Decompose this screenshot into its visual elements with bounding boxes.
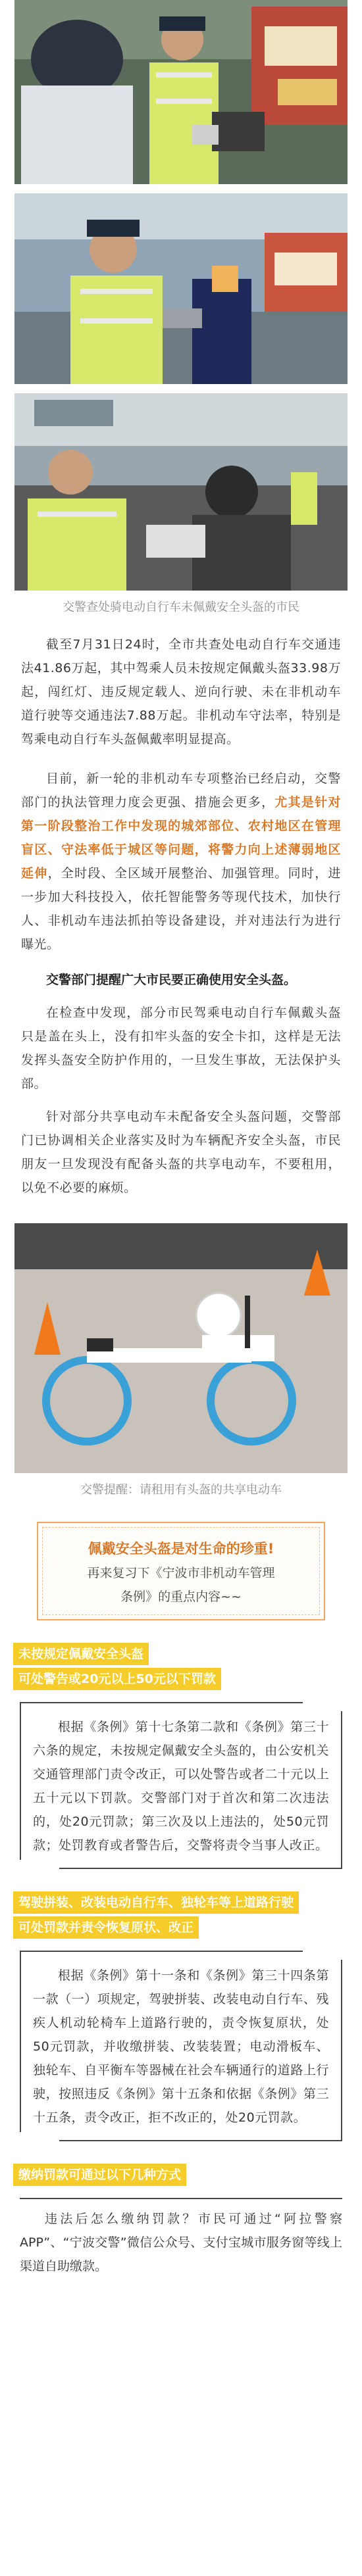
section-payment-header — [13, 2164, 349, 2186]
section-helmet-text: 根据《条例》第十七条第二款和《条例》第三十六条的规定，未按规定佩戴安全头盔的，由公安机关交通管理部门责令改正，可以处警告或者二十元以上五十元以下罚款。交警部门对于首次和第二次违法的，处20元罚款；第三次及以上违法的，处50元罚款；处罚教育或者警告后，交警将责令当事人改正。 — [33, 1720, 329, 1853]
promo-title: 佩戴安全头盔是对生命的珍重! — [88, 1541, 274, 1557]
section-helmet-header — [13, 1643, 349, 1690]
section-modified-bar1: 驾驶拼装、改装电动自行车、独轮车等上道路行驶 — [13, 1891, 299, 1914]
section-helmet-bar2: 可处警告或20元以上50元以下罚款 — [13, 1668, 221, 1690]
photo-police-check-1 — [14, 0, 348, 184]
section-payment-box — [20, 2198, 342, 2278]
highlight-rural-focus: 尤其是针对第一阶段整治工作中发现的城郊部位、农村地区在管理盲区、守法率低于城区等问题，将警力向上述薄弱地区延伸 — [21, 795, 341, 881]
section-payment-bar1: 缴纳罚款可通过以下几种方式 — [13, 2164, 186, 2186]
photo-caption-top: 交警查处骑电动自行车未佩戴安全头盔的市民 — [63, 600, 299, 614]
section-modified-bar2: 可处罚款并责令恢复原状、改正 — [13, 1916, 199, 1939]
photo-police-check-2 — [14, 193, 348, 384]
promo-subtitle-line1: 再来复习下《宁波市非机动车管理 — [87, 1566, 275, 1580]
photo-caption-bike: 交警提醒：请租用有头盔的共享电动车 — [80, 1483, 282, 1497]
promo-subtitle-line2: 条例》的重点内容~~ — [120, 1590, 242, 1604]
photo-illustration — [14, 393, 348, 591]
photo-shared-ebike — [14, 1223, 348, 1473]
section-payment-text: 违法后怎么缴纳罚款？市民可通过“阿拉警察APP”、“宁波交警”微信公众号、支付宝城市服务窗等线上渠道自助缴款。 — [20, 2212, 342, 2273]
paragraph-new-campaign-rest: ，全时段、全区域开展整治、加强管理。同时，进一步加大科技投入，依托智能警务等现代技术，加快行人、非机动车违法抓拍等设备建设，并对违法行为进行曝光。 — [21, 866, 341, 952]
section-modified-header — [13, 1891, 349, 1939]
paragraph-new-campaign-intro: 目前，新一轮的非机动车专项整治已经启动，交警部门的执法管理力度会更强、措施会更多， — [21, 771, 341, 810]
section-modified-text: 根据《条例》第十一条和《条例》第三十四条第一款（一）项规定，驾驶拼装、改装电动自行车、残疾人机动轮椅车上道路行驶的，责令恢复原状，处50元罚款，并收缴拼装、改装装置；电动滑板车、独轮车、自平衡车等器械在社会车辆通行的道路上行驶，按照违反《条例》第十五条和依据《条例》第三十五条，责令改正，拒不改正的，处20元罚款。 — [33, 1968, 329, 2125]
section-modified-box — [20, 1951, 342, 2141]
section-helmet-bar1: 未按规定佩戴安全头盔 — [13, 1643, 149, 1665]
photo-illustration — [14, 0, 348, 184]
paragraph-statistics: 截至7月31日24时，全市共查处电动自行车交通违法41.86万起，其中驾乘人员未按规定佩戴头盔33.98万起，闯红灯、违反规定载人、逆向行驶、未在非机动车道行驶等交通违法7.88万起。非机动车守法率，特别是驾乘电动自行车头盔佩戴率明显提高。 — [21, 637, 341, 746]
photo-illustration — [14, 193, 348, 384]
paragraph-helmet-buckle: 在检查中发现，部分市民驾乘电动自行车佩戴头盔只是盖在头上，没有扣牢头盔的安全卡扣，这样是无法发挥头盔安全防护作用的，一旦发生事故，无法保护头部。 — [21, 1006, 341, 1091]
paragraph-shared-bikes: 针对部分共享电动车未配备安全头盔问题，交警部门已协调相关企业落实及时为车辆配齐安全头盔，市民朋友一旦发现没有配备头盔的共享电动车，不要租用，以免不必要的麻烦。 — [21, 1109, 341, 1195]
section-helmet-box — [20, 1702, 342, 1869]
helmet-promo-box — [37, 1522, 325, 1620]
paragraph-new-campaign — [21, 767, 341, 956]
helmet-reminder-heading: 交警部门提醒广大市民要正确使用安全头盔。 — [46, 973, 297, 987]
photo-illustration — [14, 1223, 348, 1473]
photo-police-check-3 — [14, 393, 348, 591]
